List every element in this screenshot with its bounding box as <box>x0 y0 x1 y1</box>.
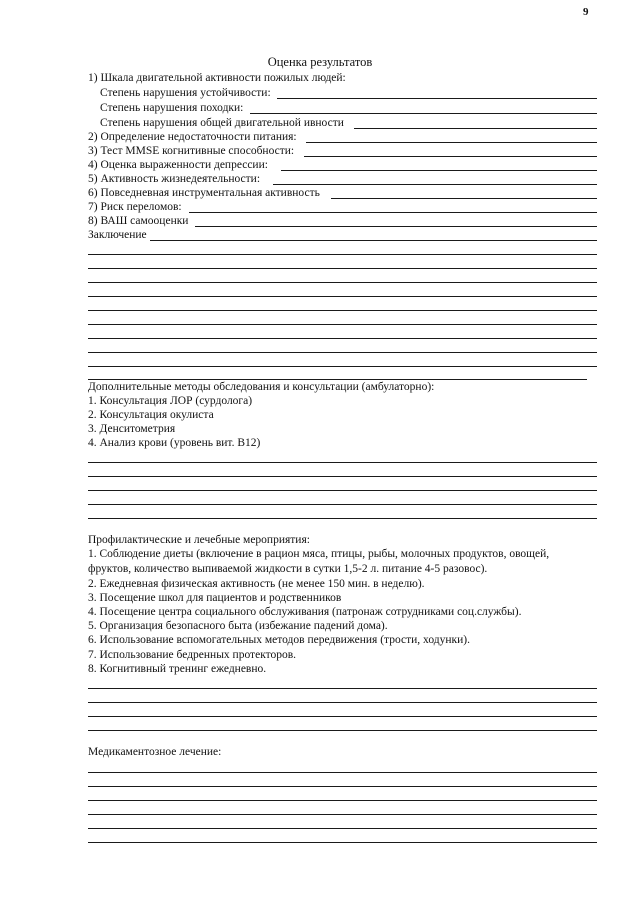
additional-line[interactable] <box>88 490 597 491</box>
page-number: 9 <box>583 6 589 18</box>
medication-line[interactable] <box>88 800 597 801</box>
preventive-line: 2. Ежедневная физическая активность (не менее 150 мин. в неделю). <box>88 578 425 590</box>
preventive-blank-line[interactable] <box>88 702 597 703</box>
medication-line[interactable] <box>88 786 597 787</box>
item3-label: 3) Тест MMSE когнитивные способности: <box>88 145 295 157</box>
conclusion-line[interactable] <box>88 352 597 353</box>
preventive-line: 3. Посещение школ для пациентов и родственников <box>88 592 342 604</box>
item2-field[interactable] <box>306 142 597 143</box>
conclusion-line[interactable] <box>88 268 597 269</box>
preventive-heading: Профилактические и лечебные мероприятия: <box>88 534 310 546</box>
preventive-line: 1. Соблюдение диеты (включение в рацион мяса, птицы, рыбы, молочных продуктов, овощей, <box>88 548 550 560</box>
item6-label: 6) Повседневная инструментальная активность <box>88 187 320 199</box>
preventive-blank-line[interactable] <box>88 730 597 731</box>
preventive-line: 7. Использование бедренных протекторов. <box>88 649 297 661</box>
item4-field[interactable] <box>281 170 597 171</box>
medication-line[interactable] <box>88 772 597 773</box>
conclusion-line[interactable] <box>88 296 597 297</box>
sub1-label: Степень нарушения устойчивости: <box>100 87 271 99</box>
item2-label: 2) Определение недостаточности питания: <box>88 131 297 143</box>
sub3-label: Степень нарушения общей двигательной ивности <box>100 117 344 129</box>
item7-field[interactable] <box>189 212 597 213</box>
conclusion-line[interactable] <box>88 310 597 311</box>
preventive-line: 5. Организация безопасного быта (избежание падений дома). <box>88 620 388 632</box>
preventive-line: 4. Посещение центра социального обслуживания (патронаж сотрудниками соц.службы). <box>88 606 522 618</box>
additional-line[interactable] <box>88 518 597 519</box>
item6-field[interactable] <box>331 198 597 199</box>
conclusion-field[interactable] <box>150 240 597 241</box>
preventive-blank-line[interactable] <box>88 688 597 689</box>
additional-item: 3. Денситометрия <box>88 423 176 435</box>
sub3-field[interactable] <box>354 128 597 129</box>
item8-label: 8) ВАШ самооценки <box>88 215 189 227</box>
additional-line[interactable] <box>88 504 597 505</box>
preventive-line: 8. Когнитивный тренинг ежедневно. <box>88 663 267 675</box>
item1-label: 1) Шкала двигательной активности пожилых людей: <box>88 72 346 84</box>
item5-label: 5) Активность жизнедеятельности: <box>88 173 261 185</box>
preventive-line: 6. Использование вспомогательных методов передвижения (трости, ходунки). <box>88 634 470 646</box>
conclusion-line[interactable] <box>88 338 597 339</box>
item8-field[interactable] <box>195 226 597 227</box>
item7-label: 7) Риск переломов: <box>88 201 182 213</box>
additional-item: 4. Анализ крови (уровень вит. В12) <box>88 437 261 449</box>
conclusion-label: Заключение <box>88 229 147 241</box>
additional-item: 2. Консультация окулиста <box>88 409 214 421</box>
item5-field[interactable] <box>273 184 597 185</box>
medication-line[interactable] <box>88 828 597 829</box>
additional-item: 1. Консультация ЛОР (сурдолога) <box>88 395 253 407</box>
preventive-line: фруктов, количество выпиваемой жидкости в сутки 1,5-2 л. питание 4-5 разовос). <box>88 563 488 575</box>
medication-line[interactable] <box>88 814 597 815</box>
sub2-field[interactable] <box>250 113 597 114</box>
page-title: Оценка результатов <box>267 55 373 69</box>
medication-line[interactable] <box>88 842 597 843</box>
item3-field[interactable] <box>304 156 597 157</box>
sub2-label: Степень нарушения походки: <box>100 102 244 114</box>
conclusion-line[interactable] <box>88 324 597 325</box>
item4-label: 4) Оценка выраженности депрессии: <box>88 159 268 171</box>
additional-line[interactable] <box>88 462 597 463</box>
preventive-blank-line[interactable] <box>88 716 597 717</box>
additional-heading: Дополнительные методы обследования и консультации (амбулаторно): <box>88 381 435 393</box>
medication-label: Медикаментозное лечение: <box>88 746 222 758</box>
conclusion-line[interactable] <box>88 254 597 255</box>
conclusion-line[interactable] <box>88 282 597 283</box>
sub1-field[interactable] <box>277 98 597 99</box>
additional-line[interactable] <box>88 476 597 477</box>
conclusion-line[interactable] <box>88 366 597 367</box>
